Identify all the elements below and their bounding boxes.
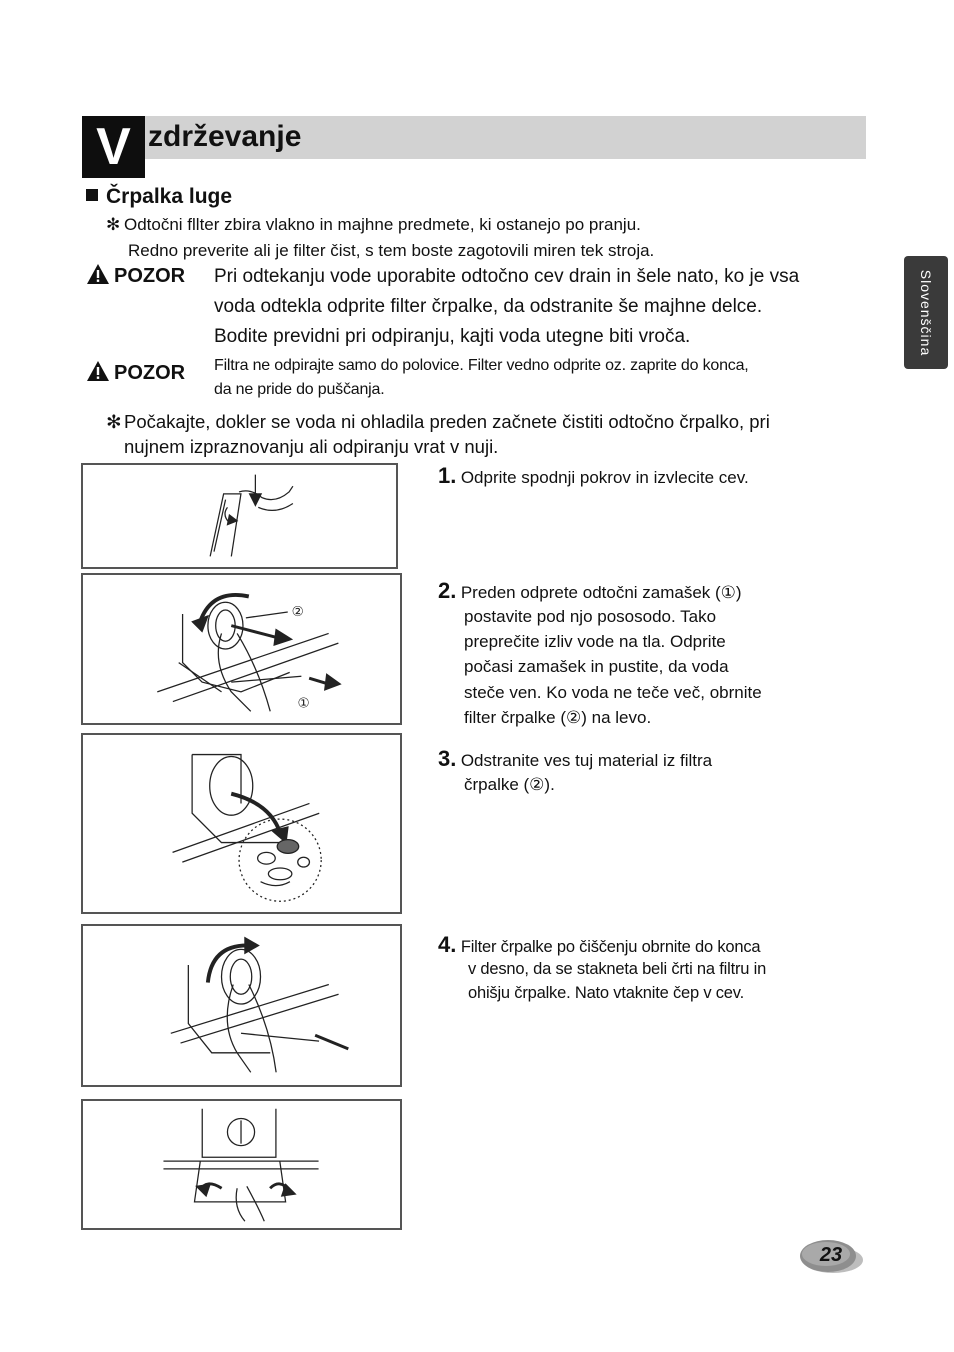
warning-2-line-1: Filtra ne odpirajte samo do polovice. Filter vedno odprite oz. zaprite do konca, [214, 357, 749, 374]
page-number-badge [798, 1236, 864, 1278]
warning-triangle-icon [86, 263, 110, 285]
step-4-line-3: ohišju črpalke. Nato vtaknite čep v cev. [468, 984, 744, 1002]
note-2-line-1: Počakajte, dokler se voda ni ohladila preden začnete čistiti odtočno črpalko, pri [124, 411, 770, 432]
warning-label-2 [86, 360, 185, 386]
figure-callout-2: ② [291, 603, 304, 620]
close-cover-illustration [83, 1101, 400, 1228]
step-3-line-2: črpalke (②). [464, 775, 555, 794]
figure-close-cover [81, 1099, 402, 1230]
warning-label-1-text: POZOR [114, 265, 186, 287]
warning-1-line-2: voda odtekla odprite filter črpalke, da odstranite še majhne delce. [214, 296, 763, 317]
step-2-line-3: preprečite izliv vode na tla. Odprite [464, 632, 726, 651]
step-2-line-6: filter črpalke (②) na levo. [464, 708, 652, 727]
step-2-line-1: Preden odprete odtočni zamašek (①) [460, 583, 742, 602]
note-1 [106, 212, 641, 237]
figure-clean-filter [81, 733, 402, 914]
warning-label-2-text: POZOR [114, 362, 186, 384]
warning-1-line-1: Pri odtekanju vode uporabite odtočno cev drain in šele nato, ko je vsa [214, 266, 800, 287]
figure-close-filter [81, 924, 402, 1087]
warning-1-line-3: Bodite previdni pri odpiranju, kajti voda utegne biti vroča. [214, 326, 691, 347]
step-2 [438, 578, 742, 606]
open-drain-plug-illustration [83, 575, 400, 723]
page-number: 23 [819, 1244, 843, 1266]
warning-label-1 [86, 263, 185, 289]
subsection-title-text: Črpalka luge [106, 185, 233, 208]
step-1 [438, 463, 749, 491]
section-header-initial: V [82, 116, 145, 178]
asterisk-icon: ✻ [106, 411, 122, 432]
step-4 [438, 932, 760, 960]
warning-triangle-icon [86, 360, 110, 382]
step-2-number: 2. [438, 578, 457, 603]
section-header-title: zdrževanje [148, 120, 302, 153]
step-3 [438, 746, 712, 774]
note-1-line-1: Odtočni fllter zbira vlakno in majhne predmete, ki ostanejo po pranju. [124, 215, 641, 234]
step-2-line-5: steče ven. Ko voda ne teče več, obrnite [464, 683, 762, 702]
step-4-number: 4. [438, 932, 457, 957]
figure-open-cover [81, 463, 398, 569]
note-2 [106, 409, 770, 434]
warning-2-line-2: da ne pride do puščanja. [214, 381, 385, 398]
language-side-tab-label: Slovenščina [918, 269, 934, 356]
step-2-line-2: postavite pod njo pososodo. Tako [464, 607, 717, 626]
step-1-number: 1. [438, 463, 457, 488]
step-1-line-1: Odprite spodnji pokrov in izvlecite cev. [460, 468, 749, 487]
subsection-title [86, 184, 232, 210]
clean-filter-illustration [83, 735, 400, 912]
figure-open-drain-plug [81, 573, 402, 725]
step-2-line-4: počasi zamašek in pustite, da voda [464, 657, 729, 676]
step-4-line-2: v desno, da se stakneta beli črti na filtru in [468, 960, 767, 978]
note-1-line-2: Redno preverite ali je filter čist, s tem boste zagotovili miren tek stroja. [128, 241, 655, 260]
step-3-number: 3. [438, 746, 457, 771]
open-cover-illustration [83, 465, 396, 567]
language-side-tab [904, 256, 948, 369]
step-4-line-1: Filter črpalke po čiščenju obrnite do konca [460, 938, 761, 956]
step-3-line-1: Odstranite ves tuj material iz filtra [460, 751, 713, 770]
figure-callout-1: ① [297, 695, 310, 712]
bullet-square-icon [86, 189, 98, 201]
asterisk-icon: ✻ [106, 215, 121, 234]
close-filter-illustration [83, 926, 400, 1085]
note-2-line-2: nujnem izpraznovanju ali odpiranju vrat v nuji. [124, 436, 499, 457]
